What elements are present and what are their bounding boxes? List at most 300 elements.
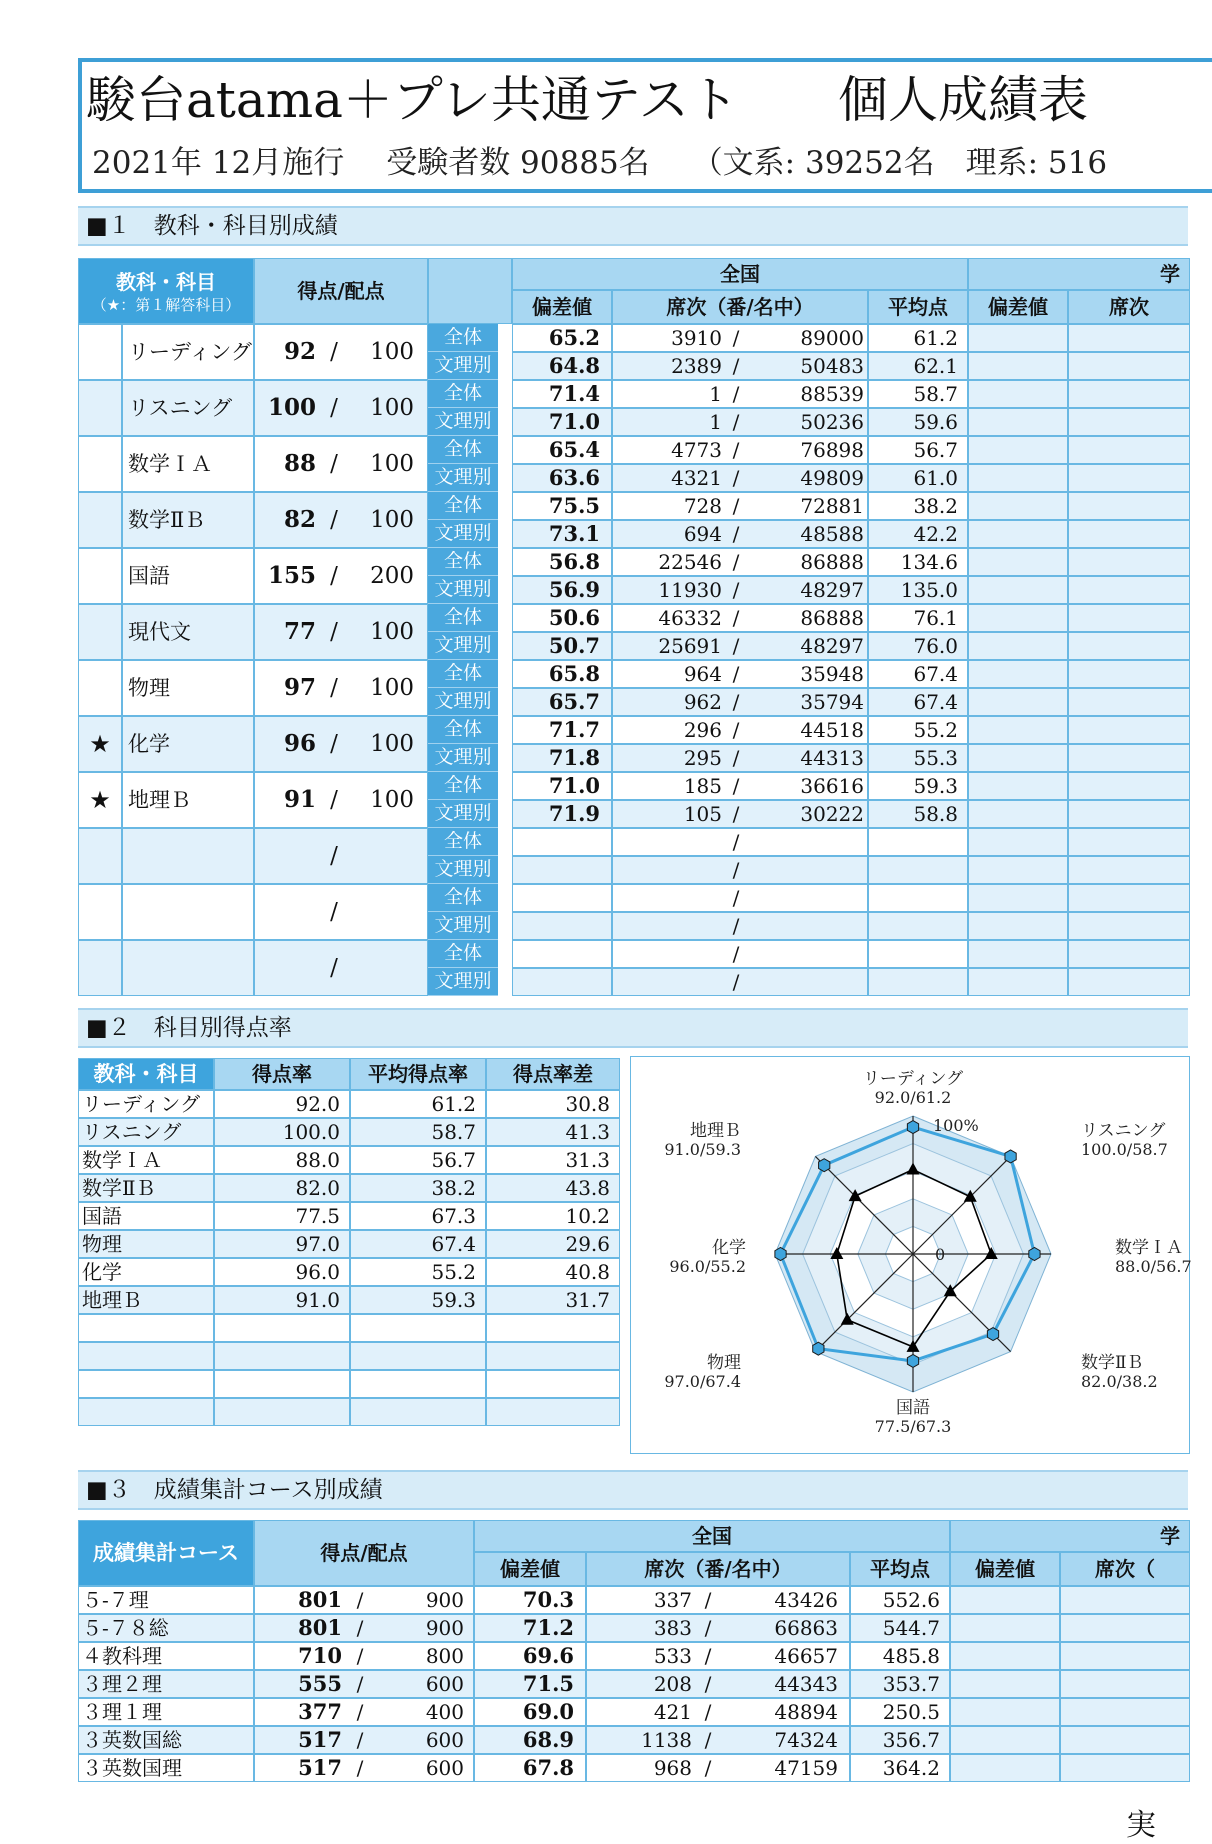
course-school-rank-cell [1060, 1642, 1190, 1670]
rate-subject: 物理 [82, 1232, 122, 1256]
course-rank-total: 74324 [774, 1728, 838, 1752]
rank-slash: / [732, 970, 740, 994]
school-dev-cell [968, 968, 1068, 996]
course-school-header [950, 1520, 1190, 1552]
rank-slash: / [732, 690, 740, 714]
score-slash: / [330, 787, 338, 813]
deviation-value [512, 856, 600, 884]
rate-difference: 40.8 [565, 1260, 610, 1284]
deviation-value: 63.6 [548, 465, 600, 490]
radar-student-point [819, 1159, 830, 1172]
rate-subject: 国語 [82, 1204, 122, 1228]
school-rank-cell [1068, 800, 1190, 828]
course-slash: / [356, 1588, 364, 1612]
rate-header-label: 平均得点率 [368, 1062, 468, 1086]
school-rank-cell [1068, 912, 1190, 940]
course-score: 555 [298, 1671, 342, 1696]
course-school-dev-cell [950, 1726, 1060, 1754]
tag-by-track: 文理別 [428, 912, 498, 940]
radar-axis-label: 数学ＩＡ [1115, 1238, 1183, 1258]
score-rate: 88.0 [295, 1148, 340, 1172]
rank-value: 22546 [658, 550, 722, 574]
course-slash: / [356, 1644, 364, 1668]
score-slash: / [330, 451, 338, 477]
rank-value [612, 856, 722, 884]
average-rate [350, 1398, 476, 1426]
average-score: 67.4 [913, 690, 958, 714]
first-subject-star [78, 492, 122, 548]
radar-axis-label: 化学 [712, 1238, 746, 1258]
rank-total: 48297 [800, 634, 864, 658]
first-subject-star [78, 436, 122, 492]
course-score: 517 [298, 1755, 342, 1780]
tag-overall: 全体 [428, 436, 498, 464]
rank-slash: / [732, 410, 740, 434]
school-rank-cell [1068, 352, 1190, 380]
examinee-count: 受験者数 90885名 [386, 145, 650, 181]
score-slash: / [330, 843, 338, 869]
first-subject-star [78, 380, 122, 436]
course-school-dev-cell [950, 1586, 1060, 1614]
radar-axis-value: 100.0/58.7 [1081, 1140, 1168, 1159]
rate-difference: 10.2 [565, 1204, 610, 1228]
average-score: 62.1 [913, 354, 958, 378]
tag-by-track: 文理別 [428, 744, 498, 772]
average-score [868, 884, 958, 912]
rate-subject [82, 1398, 212, 1426]
radar-axis-label: 地理Ｂ [690, 1121, 741, 1141]
rank-slash: / [732, 494, 740, 518]
average-score: 55.2 [913, 718, 958, 742]
course-max: 900 [425, 1616, 464, 1640]
course-rank: 533 [653, 1644, 692, 1668]
rank-total: 86888 [800, 606, 864, 630]
rate-difference: 41.3 [565, 1120, 610, 1144]
document-title: 個人成績表 [838, 71, 1088, 129]
tag-by-track: 文理別 [428, 968, 498, 996]
tag-overall: 全体 [428, 548, 498, 576]
deviation-value: 71.4 [548, 381, 600, 406]
rank-total [752, 940, 864, 968]
course-deviation: 67.8 [522, 1755, 574, 1780]
school-dev-cell [968, 800, 1068, 828]
rate-difference: 30.8 [565, 1092, 610, 1116]
score-rate: 96.0 [295, 1260, 340, 1284]
subheader-label: 偏差値 [988, 295, 1048, 319]
deviation-value: 65.2 [548, 325, 600, 350]
rate-subject-header-label: 教科・科目 [93, 1062, 199, 1086]
section1-heading: ■１ 教科・科目別成績 [78, 206, 1188, 246]
course-slash: / [356, 1700, 364, 1724]
school-dev-cell [968, 856, 1068, 884]
deviation-value: 71.9 [548, 801, 600, 826]
course-rank-total: 46657 [774, 1644, 838, 1668]
course-score: 801 [298, 1587, 342, 1612]
score-rate [214, 1370, 340, 1398]
school-rank-cell [1068, 520, 1190, 548]
radar-axis-label: 物理 [707, 1353, 741, 1373]
rate-difference: 31.7 [565, 1288, 610, 1312]
subject-max [350, 940, 414, 996]
rank-total: 35794 [800, 690, 864, 714]
school-dev-cell [968, 716, 1068, 744]
rank-value: 11930 [658, 578, 722, 602]
rank-value: 25691 [658, 634, 722, 658]
rank-value: 694 [683, 522, 722, 546]
rate-difference: 43.8 [565, 1176, 610, 1200]
course-school-header-label: 学 [1160, 1524, 1180, 1548]
rank-slash: / [732, 774, 740, 798]
course-max: 600 [425, 1728, 464, 1752]
course-rank-total: 43426 [774, 1588, 838, 1612]
radar-axis-value: 91.0/59.3 [664, 1140, 741, 1159]
course-school-rank-cell [1060, 1754, 1190, 1782]
subject-score: 155 [267, 562, 316, 589]
school-rank-cell [1068, 828, 1190, 856]
subject-name [128, 828, 268, 884]
subject-name: リスニング [128, 396, 233, 420]
average-score: 76.0 [913, 634, 958, 658]
course-deviation: 70.3 [522, 1587, 574, 1612]
tag-header [428, 258, 512, 324]
rate-subject: リスニング [82, 1120, 182, 1144]
score-slash: / [330, 955, 338, 981]
subject-score: 100 [267, 394, 316, 421]
rank-slash: / [732, 522, 740, 546]
score-slash: / [330, 619, 338, 645]
course-max: 900 [425, 1588, 464, 1612]
first-subject-star [78, 324, 122, 380]
rate-subject [82, 1370, 212, 1398]
school-rank-cell [1068, 380, 1190, 408]
course-average: 544.7 [882, 1616, 940, 1640]
radar-axis-label: 数学ⅡＢ [1081, 1353, 1144, 1373]
subject-name: 物理 [128, 676, 170, 700]
school-dev-cell [968, 660, 1068, 688]
school-dev-cell [968, 744, 1068, 772]
radar-axis-value: 96.0/55.2 [669, 1257, 746, 1276]
deviation-value [512, 828, 600, 856]
average-score: 135.0 [900, 578, 958, 602]
deviation-value [512, 940, 600, 968]
rate-subject: 地理Ｂ [82, 1288, 142, 1312]
rank-total: 30222 [800, 802, 864, 826]
school-dev-cell [968, 380, 1068, 408]
average-score: 61.2 [913, 326, 958, 350]
rate-difference [486, 1370, 610, 1398]
rank-value: 105 [683, 802, 722, 826]
first-subject-star: ★ [89, 786, 111, 814]
rate-difference [486, 1342, 610, 1370]
subject-score [254, 940, 316, 996]
score-rate: 100.0 [282, 1120, 340, 1144]
tag-by-track: 文理別 [428, 464, 498, 492]
rank-total: 44313 [800, 746, 864, 770]
course-score: 801 [298, 1615, 342, 1640]
rank-total: 89000 [800, 326, 864, 350]
rank-total: 88539 [800, 382, 864, 406]
subject-name: 現代文 [128, 620, 191, 644]
average-rate: 59.3 [431, 1288, 476, 1312]
section2-heading: ■２ 科目別得点率 [78, 1008, 1188, 1048]
score-rate: 77.5 [295, 1204, 340, 1228]
deviation-value: 71.0 [548, 773, 600, 798]
deviation-value: 71.7 [548, 717, 600, 742]
rank-total: 35948 [800, 662, 864, 686]
rank-value: 1 [709, 382, 722, 406]
radar-axis-label: リスニング [1081, 1121, 1166, 1141]
course-rank: 421 [653, 1700, 692, 1724]
course-slash: / [356, 1728, 364, 1752]
rank-total [752, 856, 864, 884]
radar-axis-value: 97.0/67.4 [664, 1372, 741, 1391]
subject-max: 100 [370, 787, 414, 813]
average-rate: 56.7 [431, 1148, 476, 1172]
subject-score: 88 [283, 450, 316, 477]
score-rate: 97.0 [295, 1232, 340, 1256]
school-rank-cell [1068, 492, 1190, 520]
average-score [868, 912, 958, 940]
subject-max [350, 884, 414, 940]
school-rank-cell [1068, 408, 1190, 436]
score-slash: / [330, 395, 338, 421]
course-average: 250.5 [882, 1700, 940, 1724]
deviation-value [512, 912, 600, 940]
tag-by-track: 文理別 [428, 632, 498, 660]
course-name: ３理２理 [82, 1672, 162, 1696]
radar-axis-value: 88.0/56.7 [1115, 1257, 1192, 1276]
course-nation-header-label: 全国 [692, 1524, 732, 1548]
score-rate [214, 1398, 340, 1426]
first-subject-star [78, 828, 122, 884]
radar-chart-frame [630, 1056, 1190, 1454]
subject-score: 91 [283, 786, 316, 813]
rank-total: 50236 [800, 410, 864, 434]
subheader-label: 席次 [1109, 295, 1149, 319]
subject-score: 92 [283, 338, 316, 365]
average-score: 61.0 [913, 466, 958, 490]
course-slash: / [356, 1616, 364, 1640]
course-score-header-label: 得点/配点 [320, 1541, 408, 1565]
subject-name: リーディング [128, 340, 252, 364]
course-rank-total: 47159 [774, 1756, 838, 1780]
average-rate: 58.7 [431, 1120, 476, 1144]
rank-value: 4773 [671, 438, 722, 462]
course-score: 517 [298, 1727, 342, 1752]
first-subject-star [78, 660, 122, 716]
subheader-label: 席次（番/名中） [666, 295, 814, 319]
rate-difference [486, 1398, 610, 1426]
course-school-rank-cell [1060, 1614, 1190, 1642]
radar-student-point [1005, 1150, 1016, 1163]
rank-total [752, 828, 864, 856]
deviation-value: 64.8 [548, 353, 600, 378]
course-rank-total: 44343 [774, 1672, 838, 1696]
course-rank-slash: / [704, 1588, 712, 1612]
school-rank-cell [1068, 688, 1190, 716]
score-rate [214, 1342, 340, 1370]
rank-slash: / [732, 466, 740, 490]
course-subheader-label: 席次（ [1095, 1557, 1155, 1581]
course-max: 600 [425, 1672, 464, 1696]
rank-slash: / [732, 830, 740, 854]
school-rank-cell [1068, 716, 1190, 744]
course-average: 552.6 [882, 1588, 940, 1612]
rank-slash: / [732, 662, 740, 686]
course-average: 353.7 [882, 1672, 940, 1696]
average-rate: 55.2 [431, 1260, 476, 1284]
school-dev-cell [968, 520, 1068, 548]
subject-name: 地理Ｂ [128, 788, 191, 812]
radar-student-point [775, 1248, 786, 1261]
average-rate: 67.3 [431, 1204, 476, 1228]
course-subheader-label: 席次（番/名中） [644, 1557, 792, 1581]
rank-slash: / [732, 382, 740, 406]
course-average: 364.2 [882, 1756, 940, 1780]
average-score: 42.2 [913, 522, 958, 546]
rate-subject: 数学ＩＡ [82, 1148, 162, 1172]
school-dev-cell [968, 940, 1068, 968]
tag-by-track: 文理別 [428, 576, 498, 604]
radar-student-point [907, 1121, 918, 1134]
subject-score [254, 828, 316, 884]
course-rank: 968 [653, 1756, 692, 1780]
radar-chart [631, 1057, 1191, 1455]
tag-by-track: 文理別 [428, 800, 498, 828]
course-school-rank-cell [1060, 1586, 1190, 1614]
course-rank-slash: / [704, 1616, 712, 1640]
rank-slash: / [732, 802, 740, 826]
subject-name: 数学ＩＡ [128, 452, 212, 476]
course-max: 600 [425, 1756, 464, 1780]
rank-value: 3910 [671, 326, 722, 350]
course-deviation: 68.9 [522, 1727, 574, 1752]
course-name: ４教科理 [82, 1644, 162, 1668]
rank-value: 1 [709, 410, 722, 434]
tag-overall: 全体 [428, 380, 498, 408]
rank-value [612, 940, 722, 968]
rank-total: 36616 [800, 774, 864, 798]
average-rate: 67.4 [431, 1232, 476, 1256]
deviation-value: 75.5 [548, 493, 600, 518]
rank-slash: / [732, 438, 740, 462]
first-subject-star [78, 604, 122, 660]
school-rank-cell [1068, 940, 1190, 968]
rank-total [752, 968, 864, 996]
average-score [868, 828, 958, 856]
course-average: 356.7 [882, 1728, 940, 1752]
rank-total: 44518 [800, 718, 864, 742]
course-subheader-label: 偏差値 [975, 1557, 1035, 1581]
first-subject-star [78, 884, 122, 940]
school-rank-cell [1068, 436, 1190, 464]
rank-value: 46332 [658, 606, 722, 630]
course-name: ３英数国理 [82, 1756, 182, 1780]
course-score: 377 [298, 1699, 342, 1724]
school-rank-cell [1068, 744, 1190, 772]
school-rank-cell [1068, 548, 1190, 576]
rank-slash: / [732, 886, 740, 910]
course-slash: / [356, 1672, 364, 1696]
school-rank-cell [1068, 884, 1190, 912]
subject-score: 97 [283, 674, 316, 701]
subject-max: 100 [370, 731, 414, 757]
radar-scale-zero: 0 [935, 1245, 946, 1264]
subject-name [128, 884, 268, 940]
subheader-label: 偏差値 [532, 295, 592, 319]
section3-heading: ■３ 成績集計コース別成績 [78, 1470, 1188, 1510]
average-score [868, 856, 958, 884]
course-school-dev-cell [950, 1614, 1060, 1642]
course-slash: / [356, 1756, 364, 1780]
course-rank: 337 [653, 1588, 692, 1612]
course-average: 485.8 [882, 1644, 940, 1668]
subheader-label: 平均点 [888, 295, 948, 319]
course-school-rank-cell [1060, 1726, 1190, 1754]
course-rank-slash: / [704, 1644, 712, 1668]
average-score: 134.6 [900, 550, 958, 574]
rank-value: 728 [683, 494, 722, 518]
school-dev-cell [968, 408, 1068, 436]
tag-by-track: 文理別 [428, 688, 498, 716]
school-dev-cell [968, 548, 1068, 576]
tag-overall: 全体 [428, 324, 498, 352]
score-slash: / [330, 339, 338, 365]
rank-slash: / [732, 718, 740, 742]
average-rate [350, 1342, 476, 1370]
tag-overall: 全体 [428, 940, 498, 968]
deviation-value: 56.9 [548, 577, 600, 602]
school-dev-cell [968, 828, 1068, 856]
average-score: 38.2 [913, 494, 958, 518]
rank-total: 48297 [800, 578, 864, 602]
deviation-value: 65.8 [548, 661, 600, 686]
school-rank-cell [1068, 772, 1190, 800]
course-header-label: 成績集計コース [93, 1541, 239, 1565]
subject-score: 82 [283, 506, 316, 533]
rate-difference: 31.3 [565, 1148, 610, 1172]
score-slash: / [330, 675, 338, 701]
school-dev-cell [968, 436, 1068, 464]
school-dev-cell [968, 912, 1068, 940]
average-rate: 61.2 [431, 1092, 476, 1116]
radar-axis-label: リーディング [862, 1069, 964, 1089]
radar-student-point [1029, 1248, 1040, 1261]
rank-slash: / [732, 578, 740, 602]
course-school-dev-cell [950, 1670, 1060, 1698]
deviation-value: 71.8 [548, 745, 600, 770]
course-rank: 383 [653, 1616, 692, 1640]
course-name: ３英数国総 [82, 1728, 182, 1752]
rank-slash: / [732, 606, 740, 630]
first-subject-star [78, 548, 122, 604]
school-dev-cell [968, 464, 1068, 492]
school-dev-cell [968, 576, 1068, 604]
deviation-value: 73.1 [548, 521, 600, 546]
radar-student-point [813, 1342, 824, 1355]
average-score: 55.3 [913, 746, 958, 770]
rank-value: 962 [683, 690, 722, 714]
school-rank-cell [1068, 324, 1190, 352]
course-rank-slash: / [704, 1756, 712, 1780]
average-score [868, 940, 958, 968]
exam-title: 駿台atama＋プレ共通テスト [86, 71, 739, 129]
score-slash: / [330, 899, 338, 925]
course-school-rank-cell [1060, 1698, 1190, 1726]
rank-total: 86888 [800, 550, 864, 574]
school-rank-cell [1068, 632, 1190, 660]
average-rate [350, 1314, 476, 1342]
